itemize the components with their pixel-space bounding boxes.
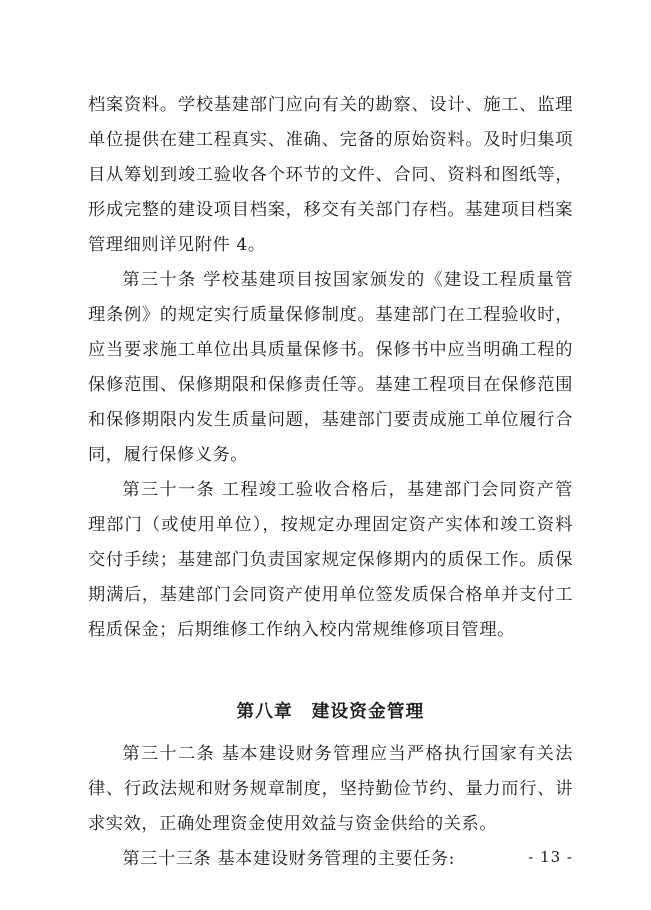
paragraph-article-33: 第三十三条 基本建设财务管理的主要任务: (122, 849, 456, 869)
chapter-heading: 第八章 建设资金管理 (236, 701, 425, 722)
paragraph-article-31: 第三十一条 工程竣工验收合格后，基建部门会同资产管理部门（或使用单位），按规定办理固定资产实体和竣工资料交付手续；基建部门负责国家规定保修期内的质保工作。质保期满后，基建部门会同资产使用单位签发质保合格单并支付工程质保金；后期维修工作纳入校内常规维修项目管理。 (88, 480, 573, 640)
paragraph-article-32: 第三十二条 基本建设财务管理应当严格执行国家有关法律、行政法规和财务规章制度，坚持勤俭节约、量力而行、讲求实效，正确处理资金使用效益与资金供给的关系。 (88, 744, 573, 834)
document-body (88, 88, 573, 877)
chapter-spacer (88, 648, 573, 666)
paragraph-archive: 档案资料。学校基建部门应向有关的勘察、设计、施工、监理单位提供在建工程真实、准确、完备的原始资料。及时归集项目从筹划到竣工验收各个环节的文件、合同、资料和图纸等，形成完整的建设项目档案，移交有关部门存档。基建项目档案管理细则详见附件 4。 (88, 95, 573, 255)
page-number: - 13 - (528, 848, 573, 866)
paragraph-article-30: 第三十条 学校基建项目按国家颁发的《建设工程质量管理条例》的规定实行质量保修制度。基建部门在工程验收时，应当要求施工单位出具质量保修书。保修书中应当明确工程的保修范围、保修期限和保修责任等。基建工程项目在保修范围和保修期限内发生质量问题，基建部门要责成施工单位履行合同，履行保修义务。 (88, 270, 573, 465)
